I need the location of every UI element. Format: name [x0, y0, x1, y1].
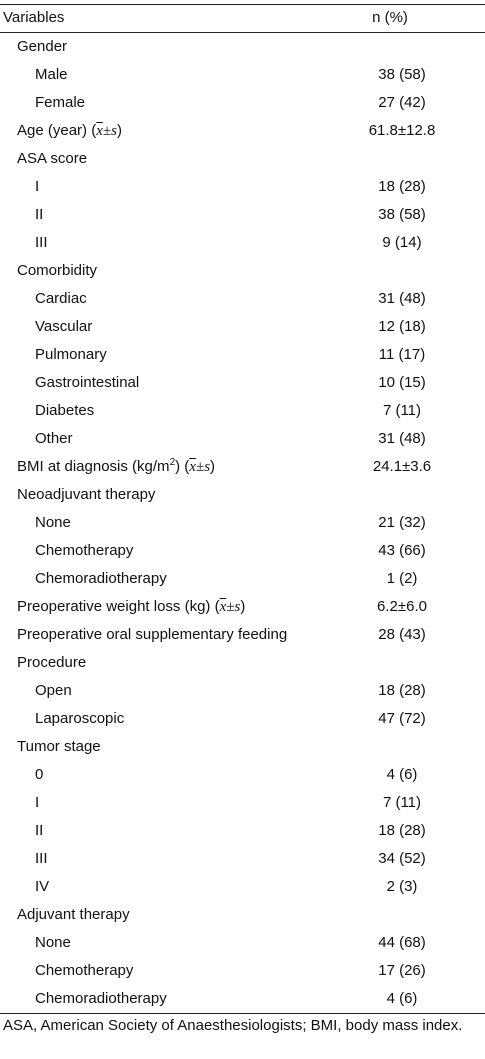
row-value: 17 (26)	[378, 962, 426, 979]
table-subrow	[0, 705, 485, 733]
row-label: Comorbidity	[17, 262, 98, 279]
table-footnote: ASA, American Society of Anaesthesiologists; BMI, body mass index.	[3, 1017, 463, 1034]
row-value: 7 (11)	[382, 794, 422, 811]
row-label-part: BMI at diagnosis (kg/m	[17, 458, 170, 475]
row-label: I	[35, 178, 40, 195]
row-value: 12 (18)	[378, 318, 426, 335]
table-subrow	[0, 873, 485, 901]
table-subrow	[0, 957, 485, 985]
table-subrow	[0, 369, 485, 397]
table-bottom-rule	[0, 1013, 485, 1014]
table-subrow	[0, 929, 485, 957]
row-value: 43 (66)	[378, 542, 426, 559]
table-subrow	[0, 817, 485, 845]
row-label-part: s	[234, 599, 241, 615]
row-label-part: )	[240, 598, 246, 615]
row-label: Adjuvant therapy	[17, 906, 130, 923]
row-label-part: ±	[226, 599, 235, 615]
table-row	[0, 453, 485, 481]
row-label: IV	[35, 878, 50, 895]
row-value: 18 (28)	[378, 682, 426, 699]
row-value: 18 (28)	[378, 822, 426, 839]
row-label-part: $\overline{x}$	[96, 123, 103, 139]
row-value: 38 (58)	[378, 206, 426, 223]
row-label: Diabetes	[35, 402, 95, 419]
header-n-percent: n (%)	[372, 9, 408, 26]
table-subrow	[0, 201, 485, 229]
table-row	[0, 481, 485, 509]
row-value: 44 (68)	[378, 934, 426, 951]
row-value: 21 (32)	[378, 514, 426, 531]
row-label: Procedure	[17, 654, 87, 671]
table-body	[0, 33, 485, 1013]
row-value: 11 (17)	[378, 346, 426, 363]
row-label	[17, 593, 245, 621]
row-value: 7 (11)	[382, 402, 422, 419]
row-value: 10 (15)	[378, 374, 426, 391]
row-label: Other	[35, 430, 73, 447]
row-value: 4 (6)	[386, 766, 418, 783]
table-row	[0, 117, 485, 145]
header-variables: Variables	[3, 9, 65, 26]
table-subrow	[0, 285, 485, 313]
row-value: 31 (48)	[378, 430, 426, 447]
table-header-row	[0, 5, 485, 32]
row-value: 61.8±12.8	[368, 122, 436, 139]
row-label: Male	[35, 66, 68, 83]
row-value: 2 (3)	[386, 878, 418, 895]
table-subrow	[0, 761, 485, 789]
row-label: Open	[35, 682, 72, 699]
table-row	[0, 145, 485, 173]
row-label: None	[35, 514, 71, 531]
row-label: Chemoradiotherapy	[35, 990, 167, 1007]
table-subrow	[0, 89, 485, 117]
table-subrow	[0, 845, 485, 873]
row-label: II	[35, 822, 44, 839]
row-label: Preoperative oral supplementary feeding	[17, 626, 288, 643]
table-row	[0, 649, 485, 677]
row-label: Pulmonary	[35, 346, 107, 363]
row-label: Gastrointestinal	[35, 374, 140, 391]
row-label: 0	[35, 766, 44, 783]
row-label-part: ) (	[175, 458, 190, 475]
row-label-part: $\overline{x}$	[189, 459, 196, 475]
row-label-part: Age (year) (	[17, 122, 97, 139]
row-label: Chemotherapy	[35, 542, 134, 559]
row-label: Cardiac	[35, 290, 87, 307]
row-label-part: 2	[169, 457, 176, 468]
row-label: II	[35, 206, 44, 223]
row-label: I	[35, 794, 40, 811]
row-label: Laparoscopic	[35, 710, 125, 727]
table-subrow	[0, 985, 485, 1013]
row-label: Chemoradiotherapy	[35, 570, 167, 587]
row-label-part: s	[204, 459, 211, 475]
table-subrow	[0, 341, 485, 369]
row-value: 4 (6)	[386, 990, 418, 1007]
row-value: 28 (43)	[378, 626, 426, 643]
table-row	[0, 593, 485, 621]
table-subrow	[0, 425, 485, 453]
row-label: None	[35, 934, 71, 951]
row-value: 31 (48)	[378, 290, 426, 307]
row-label-part: )	[210, 458, 216, 475]
row-value: 47 (72)	[378, 710, 426, 727]
row-label	[17, 117, 122, 145]
row-label-part: ±	[195, 459, 205, 475]
table-subrow	[0, 313, 485, 341]
row-value: 18 (28)	[378, 178, 426, 195]
row-label: ASA score	[17, 150, 88, 167]
row-label: Chemotherapy	[35, 962, 134, 979]
row-label: Female	[35, 94, 86, 111]
row-value: 6.2±6.0	[377, 598, 427, 615]
table-subrow	[0, 537, 485, 565]
row-label-part: s	[111, 123, 117, 139]
row-value: 38 (58)	[378, 66, 426, 83]
table-row	[0, 33, 485, 61]
table-row	[0, 621, 485, 649]
row-label: Neoadjuvant therapy	[17, 486, 156, 503]
row-value: 24.1±3.6	[372, 458, 432, 475]
table-subrow	[0, 173, 485, 201]
row-label-part: $\overline{x}$	[219, 599, 227, 615]
row-label	[17, 453, 215, 481]
row-value: 27 (42)	[378, 94, 426, 111]
row-label: Gender	[17, 38, 68, 55]
row-label-part: ±	[102, 123, 112, 139]
row-label: III	[35, 850, 48, 867]
row-label: Tumor stage	[17, 738, 101, 755]
table-subrow	[0, 565, 485, 593]
table-subrow	[0, 789, 485, 817]
row-value: 34 (52)	[378, 850, 426, 867]
table-subrow	[0, 509, 485, 537]
table-subrow	[0, 397, 485, 425]
table-row	[0, 733, 485, 761]
table-row	[0, 901, 485, 929]
row-label-part: )	[116, 122, 122, 139]
row-label-part: Preoperative weight loss (kg) (	[17, 598, 220, 615]
table-row	[0, 257, 485, 285]
row-label: III	[35, 234, 48, 251]
row-value: 9 (14)	[382, 234, 422, 251]
row-label: Vascular	[35, 318, 93, 335]
table-subrow	[0, 677, 485, 705]
table-subrow	[0, 61, 485, 89]
characteristics-table	[0, 4, 485, 1014]
row-value: 1 (2)	[386, 570, 418, 587]
table-subrow	[0, 229, 485, 257]
